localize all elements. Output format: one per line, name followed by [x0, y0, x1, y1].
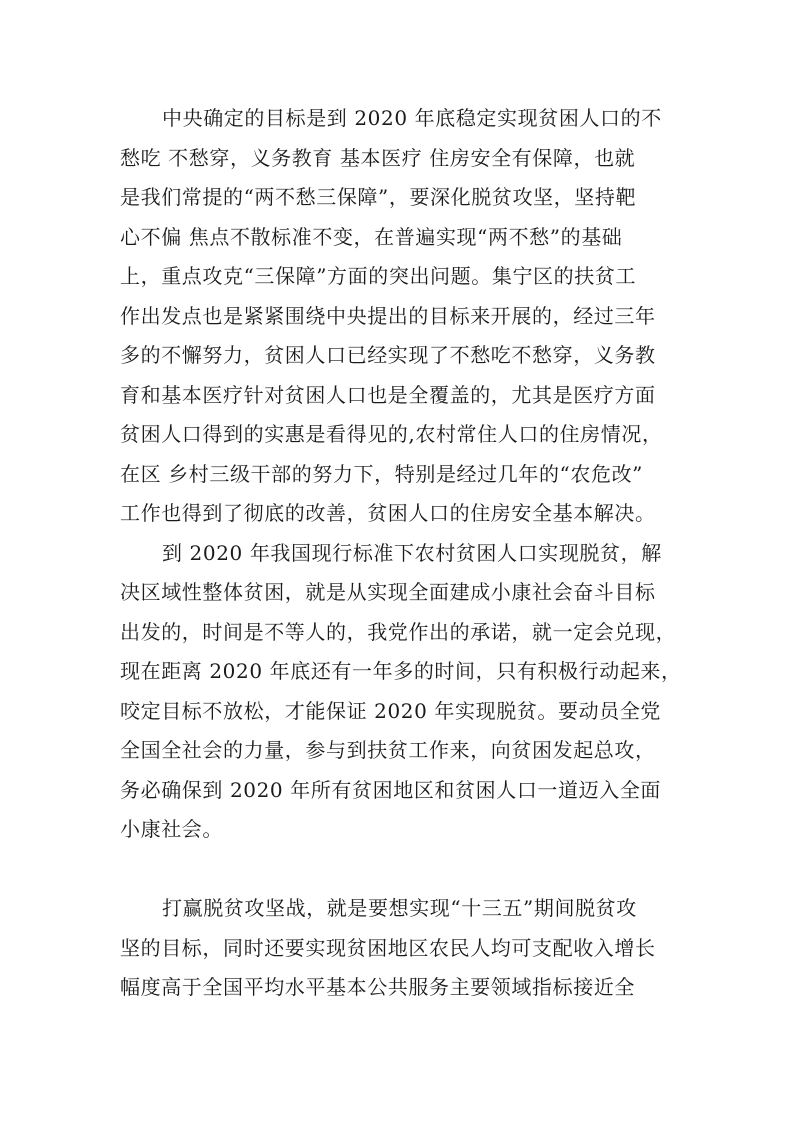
paragraph-3-line-2: 坚的目标，同时还要实现贫困地区农民人均可支配收入增长 [120, 936, 656, 960]
paragraph-1-line-7: 多的不懈努力，贫困人口已经实现了不愁吃不愁穿，义务教 [120, 343, 656, 367]
paragraph-2-line-4: 现在距离 2020 年底还有一年多的时间，只有积极行动起来， [120, 659, 682, 683]
paragraph-1-line-1: 中央确定的目标是到 2020 年底稳定实现贫困人口的不 [162, 106, 662, 130]
paragraph-2-line-1: 到 2020 年我国现行标准下农村贫困人口实现脱贫，解 [162, 541, 662, 565]
paragraph-1-line-11: 工作也得到了彻底的改善，贫困人口的住房安全基本解决。 [120, 501, 656, 525]
paragraph-2-line-8: 小康社会。 [120, 817, 223, 841]
paragraph-1-line-4: 心不偏 焦点不散标准不变，在普遍实现“两不愁”的基础 [120, 225, 623, 249]
paragraph-3-line-3: 幅度高于全国平均水平基本公共服务主要领域指标接近全 [120, 975, 635, 999]
paragraph-1-line-8: 育和基本医疗针对贫困人口也是全覆盖的，尤其是医疗方面 [120, 383, 656, 407]
paragraph-1-line-6: 作出发点也是紧紧围绕中央提出的目标来开展的，经过三年 [120, 304, 656, 328]
paragraph-1-line-3: 是我们常提的“两不愁三保障”，要深化脱贫攻坚，坚持靶 [120, 185, 637, 209]
paragraph-3-line-1: 打赢脱贫攻坚战，就是要想实现“十三五”期间脱贫攻 [162, 896, 637, 920]
paragraph-2-line-3: 出发的，时间是不等人的，我党作出的承诺，就一定会兑现， [120, 620, 677, 644]
paragraph-2-line-6: 全国全社会的力量，参与到扶贫工作来，向贫困发起总攻， [120, 738, 656, 762]
paragraph-2-line-7: 务必确保到 2020 年所有贫困地区和贫困人口一道迈入全面 [120, 778, 662, 802]
paragraph-1-line-9: 贫困人口得到的实惠是看得见的,农村常住人口的住房情况， [120, 422, 663, 446]
paragraph-2-line-2: 决区域性整体贫困，就是从实现全面建成小康社会奋斗目标 [120, 580, 656, 604]
paragraph-1-line-5: 上，重点攻克“三保障”方面的突出问题。集宁区的扶贫工 [120, 264, 637, 288]
paragraph-1-line-2: 愁吃 不愁穿，义务教育 基本医疗 住房安全有保障，也就 [120, 146, 636, 170]
paragraph-2-line-5: 咬定目标不放松，才能保证 2020 年实现脱贫。要动员全党 [120, 699, 662, 723]
paragraph-1-line-10: 在区 乡村三级干部的努力下，特别是经过几年的“农危改” [120, 462, 644, 486]
